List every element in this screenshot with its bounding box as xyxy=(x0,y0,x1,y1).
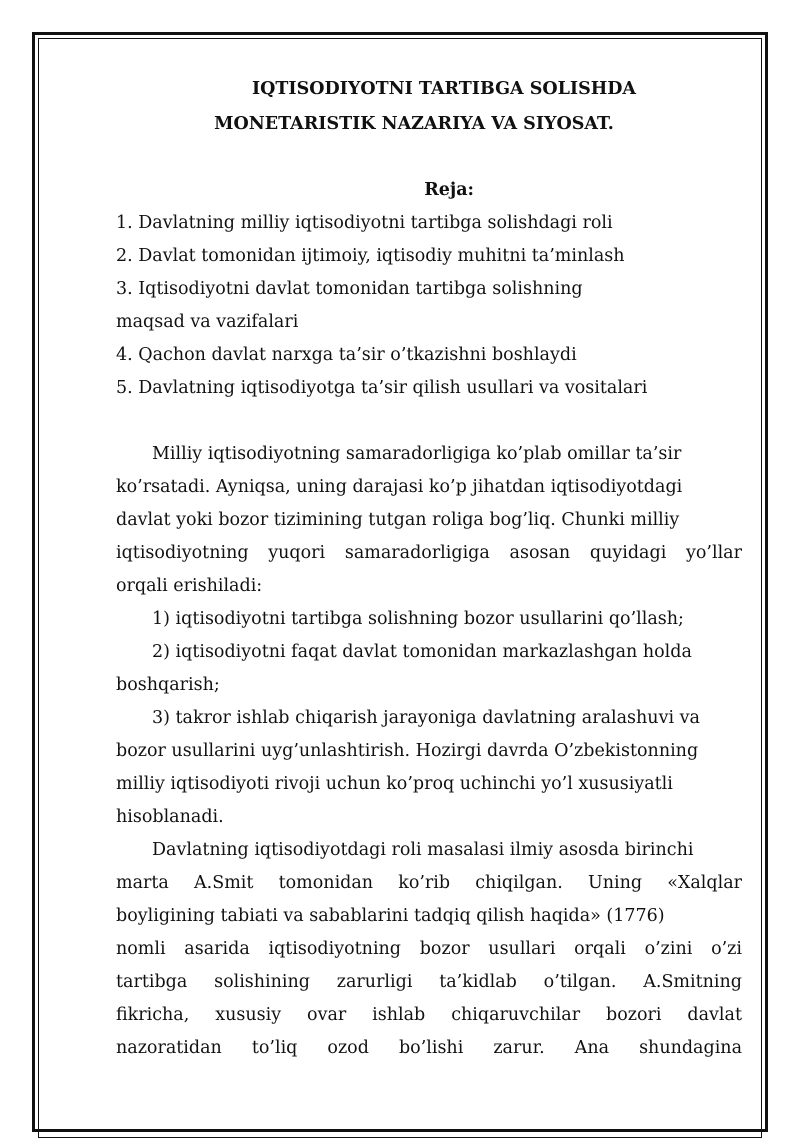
p1-line-1: Milliy iqtisodiyotning samaradorligiga ko’plab omillar ta’sir xyxy=(152,444,682,464)
item1-line-1: 1) iqtisodiyotni tartibga solishning bozor usullarini qo’llash; xyxy=(152,609,684,629)
paragraph-2 xyxy=(116,834,742,1065)
p2-line-3: boyligining tabiati va sabablarini tadqiq qilish haqida» (1776) xyxy=(116,906,665,926)
p2-line-1: Davlatning iqtisodiyotdagi roli masalasi ilmiy asosda birinchi xyxy=(152,840,694,860)
item2-line-1: 2) iqtisodiyotni faqat davlat tomonidan markazlashgan holda xyxy=(152,642,692,662)
list-item-3 xyxy=(116,702,742,834)
p1-line-4: iqtisodiyotning yuqori samaradorligiga asosan quyidagi yo’llar xyxy=(116,543,742,563)
plan-item-3: 3. Iqtisodiyotni davlat tomonidan tartibga solishning xyxy=(116,279,583,299)
plan-list xyxy=(116,207,742,405)
list-item-1 xyxy=(116,603,742,636)
plan-item-1: 1. Davlatning milliy iqtisodiyotni tartibga solishdagi roli xyxy=(116,213,613,233)
document-title xyxy=(116,72,742,142)
title-line-2: MONETARISTIK NAZARIYA VA SIYOSAT. xyxy=(214,114,614,134)
item3-line-2: bozor usullarini uyg’unlashtirish. Hozirgi davrda O’zbekistonning xyxy=(116,741,699,761)
document-content xyxy=(116,72,742,1065)
p1-line-3: davlat yoki bozor tizimining tutgan roliga bog’liq. Chunki milliy xyxy=(116,510,680,530)
plan-item-2: 2. Davlat tomonidan ijtimoiy, iqtisodiy muhitni ta’minlash xyxy=(116,246,625,266)
title-line-1: IQTISODIYOTNI TARTIBGA SOLISHDA xyxy=(251,79,637,99)
item2-line-2: boshqarish; xyxy=(116,675,220,695)
p2-line-2: marta A.Smit tomonidan ko’rib chiqilgan. Uning «Xalqlar xyxy=(116,873,742,893)
p1-line-2: ko’rsatadi. Ayniqsa, uning darajasi ko’p jihatdan iqtisodiyotdagi xyxy=(116,477,683,497)
p2-line-6: fikricha, xususiy ovar ishlab chiqaruvchilar bozori davlat xyxy=(116,1005,742,1025)
p2-line-5: tartibga solishining zarurligi ta’kidlab o’tilgan. A.Smitning xyxy=(116,972,742,992)
plan-heading: Reja: xyxy=(424,180,474,200)
p1-line-5: orqali erishiladi: xyxy=(116,576,263,596)
paragraph-1 xyxy=(116,438,742,603)
item3-line-4: hisoblanadi. xyxy=(116,807,224,827)
plan-item-3-cont: maqsad va vazifalari xyxy=(116,312,299,332)
plan-item-5: 5. Davlatning iqtisodiyotga ta’sir qilish usullari va vositalari xyxy=(116,378,648,398)
item3-line-3: milliy iqtisodiyoti rivoji uchun ko’proq uchinchi yo’l xususiyatli xyxy=(116,774,673,794)
item3-line-1: 3) takror ishlab chiqarish jarayoniga davlatning aralashuvi va xyxy=(152,708,700,728)
p2-line-4: nomli asarida iqtisodiyotning bozor usullari orqali o’zini o’zi xyxy=(116,939,742,959)
p2-line-7: nazoratidan to’liq ozod bo’lishi zarur. Ana shundagina xyxy=(116,1038,742,1058)
plan-item-4: 4. Qachon davlat narxga ta’sir o’tkazishni boshlaydi xyxy=(116,345,577,365)
list-item-2 xyxy=(116,636,742,702)
